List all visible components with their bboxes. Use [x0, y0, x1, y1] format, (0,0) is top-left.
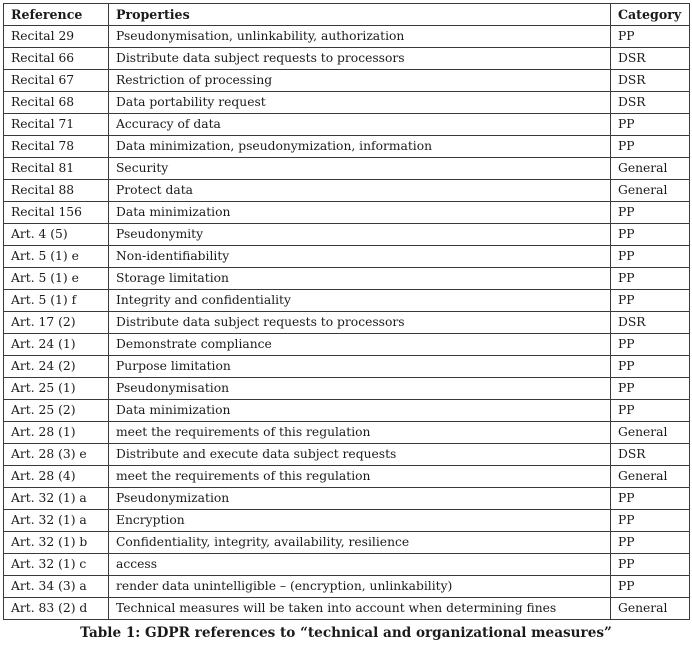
- cell-category: PP: [611, 202, 690, 224]
- cell-category: PP: [611, 378, 690, 400]
- cell-properties: Pseudonymization: [109, 488, 611, 510]
- cell-properties: Data minimization: [109, 400, 611, 422]
- table-row: [4, 510, 690, 532]
- cell-properties: Restriction of processing: [109, 70, 611, 92]
- cell-properties: Non-identifiability: [109, 246, 611, 268]
- cell-category: General: [611, 422, 690, 444]
- cell-properties: render data unintelligible – (encryption, unlinkability): [109, 576, 611, 598]
- table-row: [4, 246, 690, 268]
- cell-reference: Art. 5 (1) e: [4, 268, 109, 290]
- table-row: [4, 136, 690, 158]
- cell-properties: Distribute data subject requests to processors: [109, 312, 611, 334]
- cell-properties: Data minimization: [109, 202, 611, 224]
- table-row: [4, 268, 690, 290]
- cell-category: PP: [611, 224, 690, 246]
- table-row: [4, 70, 690, 92]
- cell-reference: Recital 156: [4, 202, 109, 224]
- cell-category: General: [611, 158, 690, 180]
- cell-category: General: [611, 180, 690, 202]
- table-row: [4, 554, 690, 576]
- table-row: [4, 114, 690, 136]
- cell-category: PP: [611, 136, 690, 158]
- cell-reference: Art. 32 (1) b: [4, 532, 109, 554]
- table-row: [4, 290, 690, 312]
- cell-properties: meet the requirements of this regulation: [109, 466, 611, 488]
- cell-reference: Art. 83 (2) d: [4, 598, 109, 620]
- cell-category: PP: [611, 400, 690, 422]
- cell-reference: Art. 32 (1) a: [4, 488, 109, 510]
- cell-category: PP: [611, 356, 690, 378]
- table-row: [4, 598, 690, 620]
- gdpr-table-container: [3, 3, 689, 620]
- cell-category: DSR: [611, 48, 690, 70]
- cell-properties: Data portability request: [109, 92, 611, 114]
- cell-properties: Protect data: [109, 180, 611, 202]
- cell-reference: Recital 78: [4, 136, 109, 158]
- cell-category: PP: [611, 554, 690, 576]
- cell-properties: Distribute data subject requests to processors: [109, 48, 611, 70]
- cell-properties: Storage limitation: [109, 268, 611, 290]
- cell-category: PP: [611, 290, 690, 312]
- table-row: [4, 422, 690, 444]
- cell-category: General: [611, 598, 690, 620]
- cell-reference: Art. 25 (2): [4, 400, 109, 422]
- cell-category: DSR: [611, 312, 690, 334]
- table-row: [4, 576, 690, 598]
- cell-properties: access: [109, 554, 611, 576]
- cell-category: DSR: [611, 444, 690, 466]
- table-row: [4, 466, 690, 488]
- cell-category: PP: [611, 246, 690, 268]
- header-properties: Properties: [109, 4, 611, 26]
- table-row: [4, 158, 690, 180]
- cell-properties: Pseudonymisation, unlinkability, authorization: [109, 26, 611, 48]
- cell-category: PP: [611, 532, 690, 554]
- table-row: [4, 312, 690, 334]
- cell-properties: Accuracy of data: [109, 114, 611, 136]
- table-row: [4, 202, 690, 224]
- table-row: [4, 378, 690, 400]
- cell-reference: Recital 66: [4, 48, 109, 70]
- cell-reference: Art. 32 (1) c: [4, 554, 109, 576]
- cell-reference: Art. 25 (1): [4, 378, 109, 400]
- cell-category: DSR: [611, 92, 690, 114]
- cell-reference: Art. 24 (2): [4, 356, 109, 378]
- table-row: [4, 92, 690, 114]
- cell-category: PP: [611, 114, 690, 136]
- cell-properties: Pseudonymisation: [109, 378, 611, 400]
- table-row: [4, 48, 690, 70]
- cell-properties: Encryption: [109, 510, 611, 532]
- cell-category: PP: [611, 334, 690, 356]
- cell-category: PP: [611, 268, 690, 290]
- table-header-row: [4, 4, 690, 26]
- cell-properties: Technical measures will be taken into account when determining fines: [109, 598, 611, 620]
- cell-category: PP: [611, 510, 690, 532]
- cell-properties: Confidentiality, integrity, availability, resilience: [109, 532, 611, 554]
- cell-properties: Security: [109, 158, 611, 180]
- header-reference: Reference: [4, 4, 109, 26]
- header-category: Category: [611, 4, 690, 26]
- cell-reference: Art. 5 (1) f: [4, 290, 109, 312]
- gdpr-references-table: [3, 3, 690, 620]
- cell-reference: Recital 71: [4, 114, 109, 136]
- cell-reference: Recital 68: [4, 92, 109, 114]
- cell-reference: Art. 28 (4): [4, 466, 109, 488]
- cell-reference: Recital 67: [4, 70, 109, 92]
- cell-category: General: [611, 466, 690, 488]
- cell-reference: Art. 28 (1): [4, 422, 109, 444]
- cell-properties: Data minimization, pseudonymization, information: [109, 136, 611, 158]
- cell-category: PP: [611, 488, 690, 510]
- cell-reference: Recital 88: [4, 180, 109, 202]
- table-caption: Table 1: GDPR references to “technical and organizational measures”: [80, 625, 612, 641]
- table-row: [4, 488, 690, 510]
- cell-reference: Art. 34 (3) a: [4, 576, 109, 598]
- cell-category: DSR: [611, 70, 690, 92]
- table-row: [4, 444, 690, 466]
- table-row: [4, 334, 690, 356]
- table-row: [4, 400, 690, 422]
- cell-category: PP: [611, 26, 690, 48]
- table-row: [4, 356, 690, 378]
- cell-reference: Recital 81: [4, 158, 109, 180]
- cell-reference: Art. 28 (3) e: [4, 444, 109, 466]
- table-row: [4, 26, 690, 48]
- cell-reference: Recital 29: [4, 26, 109, 48]
- cell-properties: Demonstrate compliance: [109, 334, 611, 356]
- cell-properties: Integrity and confidentiality: [109, 290, 611, 312]
- cell-category: PP: [611, 576, 690, 598]
- cell-reference: Art. 24 (1): [4, 334, 109, 356]
- cell-reference: Art. 4 (5): [4, 224, 109, 246]
- cell-properties: Purpose limitation: [109, 356, 611, 378]
- cell-properties: Pseudonymity: [109, 224, 611, 246]
- cell-properties: meet the requirements of this regulation: [109, 422, 611, 444]
- cell-reference: Art. 17 (2): [4, 312, 109, 334]
- cell-properties: Distribute and execute data subject requests: [109, 444, 611, 466]
- table-body: [4, 26, 690, 620]
- table-row: [4, 180, 690, 202]
- table-row: [4, 224, 690, 246]
- table-row: [4, 532, 690, 554]
- cell-reference: Art. 5 (1) e: [4, 246, 109, 268]
- cell-reference: Art. 32 (1) a: [4, 510, 109, 532]
